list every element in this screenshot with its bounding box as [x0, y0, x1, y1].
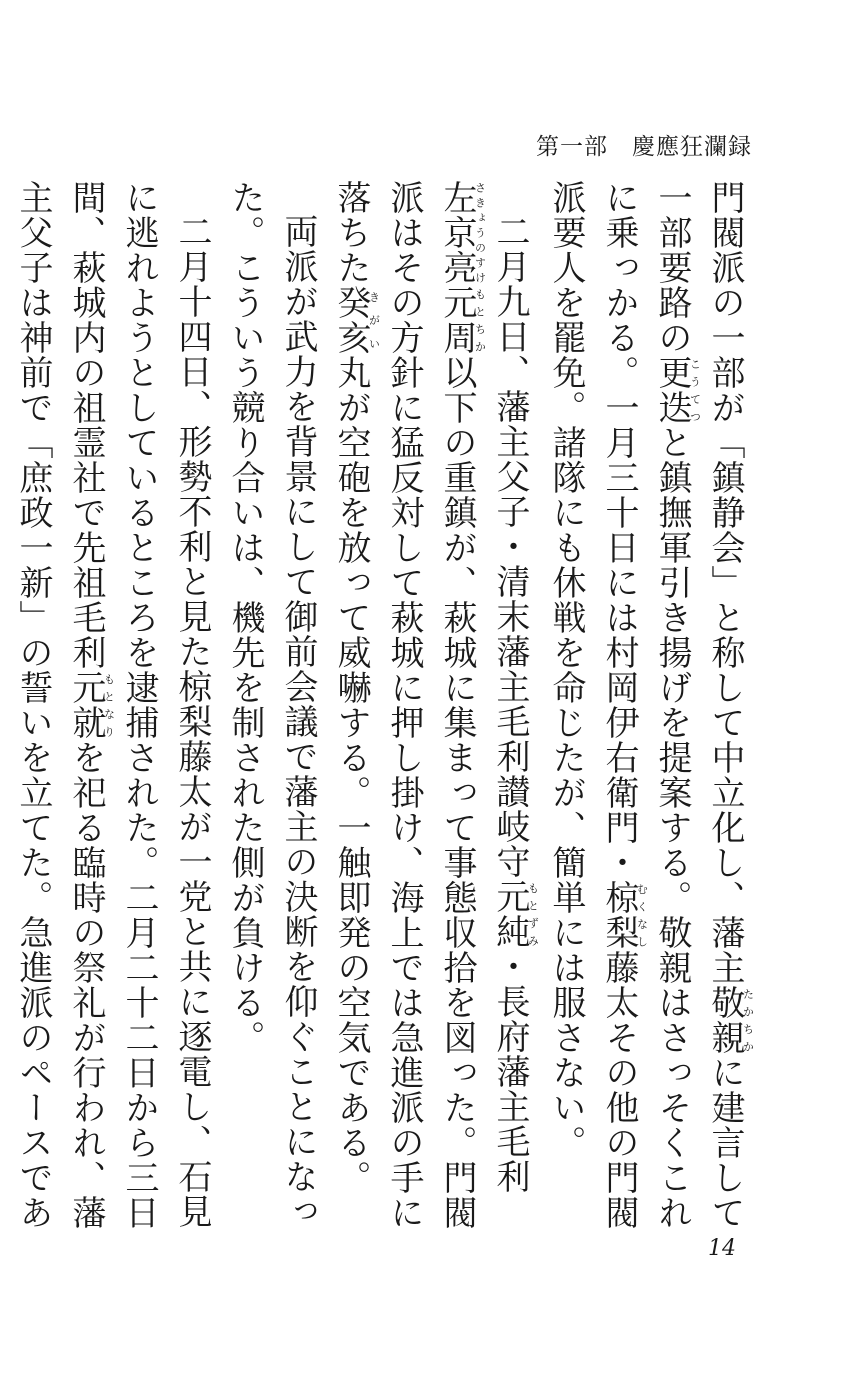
text-run: 丸が空砲を放って威嚇する。一触即発の空気である。	[331, 355, 371, 1195]
body-text	[13, 180, 755, 1260]
text-run: 以下の重鎮が、萩城に集まって事態収拾を図った。門閥派はその方針に猛反対して萩城に押し掛け、海上では急進派の手に落ちた	[331, 180, 477, 1230]
ruby-word: 更迭こうてつ	[652, 355, 702, 425]
ruby-word: 敬親たかちか	[705, 985, 755, 1055]
text-run: と鎮撫軍引き揚げを提案する。敬親はさっそくこれに乗っかる。一月三十日には村岡伊右衛門・	[599, 180, 692, 1230]
text-run: 二月九日、藩主父子・清末藩主毛利讃岐守	[490, 214, 530, 879]
text-run: 二月十四日、形勢不利と見た椋梨藤太が一党と共に逐電し、石見に逃れようとしているところを逮捕された。二月二十二日から三日間、萩城内の祖霊社で先祖毛利	[66, 180, 212, 1230]
ruby-word: 元周もとちか	[437, 285, 487, 355]
text-run: を祀る臨時の祭礼が行われ、藩主父子は神前で「庶政一新」の誓いを立てた。急進派のペースであ	[13, 180, 106, 1230]
text-run: 門閥派の一部が「鎮静会」と称して中立化し、藩主	[705, 180, 745, 985]
text-run: 両派が武力を背景にして御前会議で藩主の決断を仰ぐことになった。こういう競り合いは、機先を制された側が負ける。	[225, 180, 318, 1229]
paragraph-3	[218, 180, 324, 1260]
text-run: ・長府藩主毛利	[490, 949, 530, 1194]
ruby-word: 椋梨むくなし	[599, 880, 649, 950]
text-run: に建言して一部要路の	[652, 180, 745, 1230]
ruby-word: 左京亮さきょうのすけ	[437, 180, 487, 285]
paragraph-1	[539, 180, 754, 1260]
page-number: 14	[708, 1236, 736, 1261]
ruby-word: 元純もとずみ	[490, 879, 540, 949]
ruby-word: 元就もとなり	[66, 670, 116, 740]
ruby-word: 癸亥きがい	[331, 285, 381, 355]
text-run: 藤太その他の門閥派要人を罷免。諸隊にも休戦を命じたが、簡単には服さない。	[546, 180, 639, 1230]
paragraph-4	[0, 180, 218, 1260]
paragraph-2	[324, 180, 539, 1260]
running-header: 第一部 慶應狂瀾録	[536, 134, 752, 160]
